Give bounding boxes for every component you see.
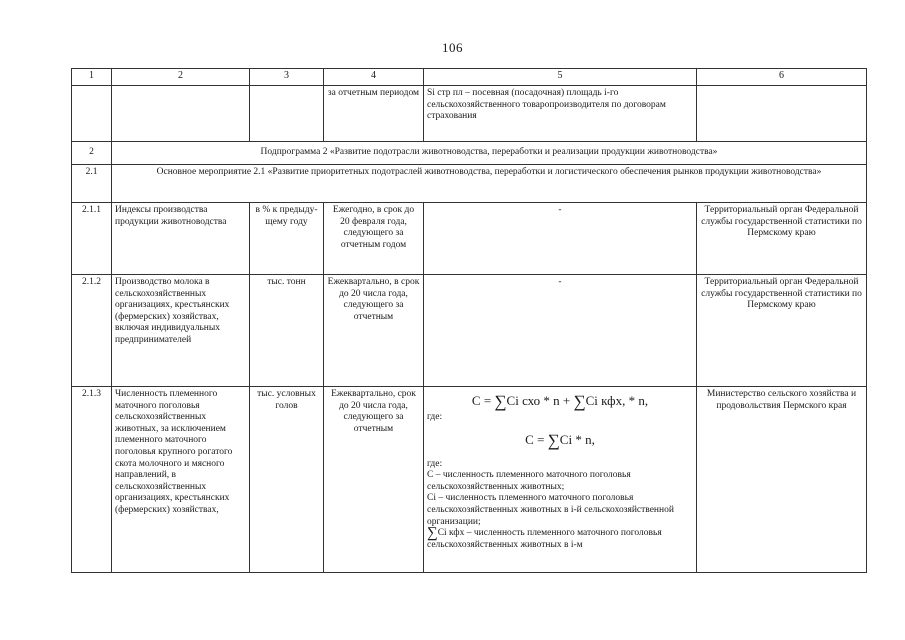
method-cell: - bbox=[424, 275, 697, 387]
formula-simple: C = ∑Ci * n, bbox=[525, 430, 595, 450]
method-cell: - bbox=[424, 203, 697, 275]
column-number: 3 bbox=[250, 69, 324, 86]
source-cell: Территориальный орган Федеральной службы государственной статистики по Пермскому краю bbox=[697, 203, 867, 275]
main-measure-title: Основное мероприятие 2.1 «Развитие приоритетных подотраслей животноводства, переработки и логистического обеспечения рынков продукции животноводства» bbox=[112, 165, 867, 203]
sum-sigma-icon: ∑ bbox=[494, 392, 507, 411]
source-cell: Министерство сельского хозяйства и продовольствия Пермского края bbox=[697, 387, 867, 573]
definition-ci: Ci – численность племенного маточного поголовья сельскохозяйственных животных в i-й сельскохозяйственной организации; bbox=[427, 493, 674, 527]
row-number: 2 bbox=[72, 142, 112, 165]
subprogram-title: Подпрограмма 2 «Развитие подотрасли животноводства, переработки и реализации продукции животноводства» bbox=[112, 142, 867, 165]
column-number: 1 bbox=[72, 69, 112, 86]
unit-cell: тыс. тонн bbox=[250, 275, 324, 387]
indicator-name: Численность племенного маточного поголовья сельскохозяйственных животных, за исключением племенного маточного поголовья крупного рогатого скота молочного и мясного направлений, в сельскохозяйственных организациях, крестьянских (фермерских) хозяйствах, bbox=[112, 387, 250, 573]
row-number: 2.1.3 bbox=[72, 387, 112, 573]
page-number: 106 bbox=[442, 40, 463, 55]
indicator-name: Индексы производства продукции животноводства bbox=[112, 203, 250, 275]
cell-empty bbox=[72, 86, 112, 142]
column-number: 4 bbox=[324, 69, 424, 86]
period-cell: Ежегодно, в срок до 20 февраля года, следующего за отчетным годом bbox=[324, 203, 424, 275]
sum-sigma-icon: ∑ bbox=[547, 430, 560, 450]
source-cell: Территориальный орган Федеральной службы государственной статистики по Пермскому краю bbox=[697, 275, 867, 387]
period-cell: Ежеквартально, в срок до 20 числа года, следующего за отчетным bbox=[324, 275, 424, 387]
indicators-table bbox=[71, 68, 867, 573]
column-number: 6 bbox=[697, 69, 867, 86]
period-cell: за отчетным периодом bbox=[324, 86, 424, 142]
main-measure-row bbox=[72, 165, 867, 203]
where-label: где: bbox=[427, 412, 443, 422]
cell-empty bbox=[112, 86, 250, 142]
formula-total: C = ∑Ci схо * n + ∑Ci кфх, * n, bbox=[471, 392, 649, 411]
sum-sigma-icon: ∑ bbox=[427, 525, 438, 542]
row-number: 2.1.1 bbox=[72, 203, 112, 275]
definition-c: С – численность племенного маточного поголовья сельскохозяйственных животных; bbox=[427, 470, 631, 492]
definition-ci-kfh: ∑Ci кфх – численность племенного маточного поголовья сельскохозяйственных животных в i-м bbox=[427, 525, 662, 550]
table-row bbox=[72, 203, 867, 275]
row-number: 2.1.2 bbox=[72, 275, 112, 387]
table-row-continuation bbox=[72, 86, 867, 142]
cell-empty bbox=[697, 86, 867, 142]
unit-cell: тыс. условных голов bbox=[250, 387, 324, 573]
sum-sigma-icon: ∑ bbox=[573, 392, 586, 411]
method-cell: Si стр пл – посевная (посадочная) площадь i-го сельскохозяйственного товаропроизводителя по договорам страхования bbox=[424, 86, 697, 142]
column-number-row bbox=[72, 69, 867, 86]
column-number: 5 bbox=[424, 69, 697, 86]
where-label: где: bbox=[427, 458, 443, 469]
table-row bbox=[72, 275, 867, 387]
method-cell bbox=[424, 387, 697, 573]
indicator-name: Производство молока в сельскохозяйственных организациях, крестьянских (фермерских) хозяйствах, включая индивидуальных предпринимателей bbox=[112, 275, 250, 387]
row-number: 2.1 bbox=[72, 165, 112, 203]
subprogram-row bbox=[72, 142, 867, 165]
unit-cell: в % к предыду-щему году bbox=[250, 203, 324, 275]
cell-empty bbox=[250, 86, 324, 142]
column-number: 2 bbox=[112, 69, 250, 86]
period-cell: Ежеквартально, срок до 20 числа года, следующего за отчетным bbox=[324, 387, 424, 573]
table-row bbox=[72, 387, 867, 573]
